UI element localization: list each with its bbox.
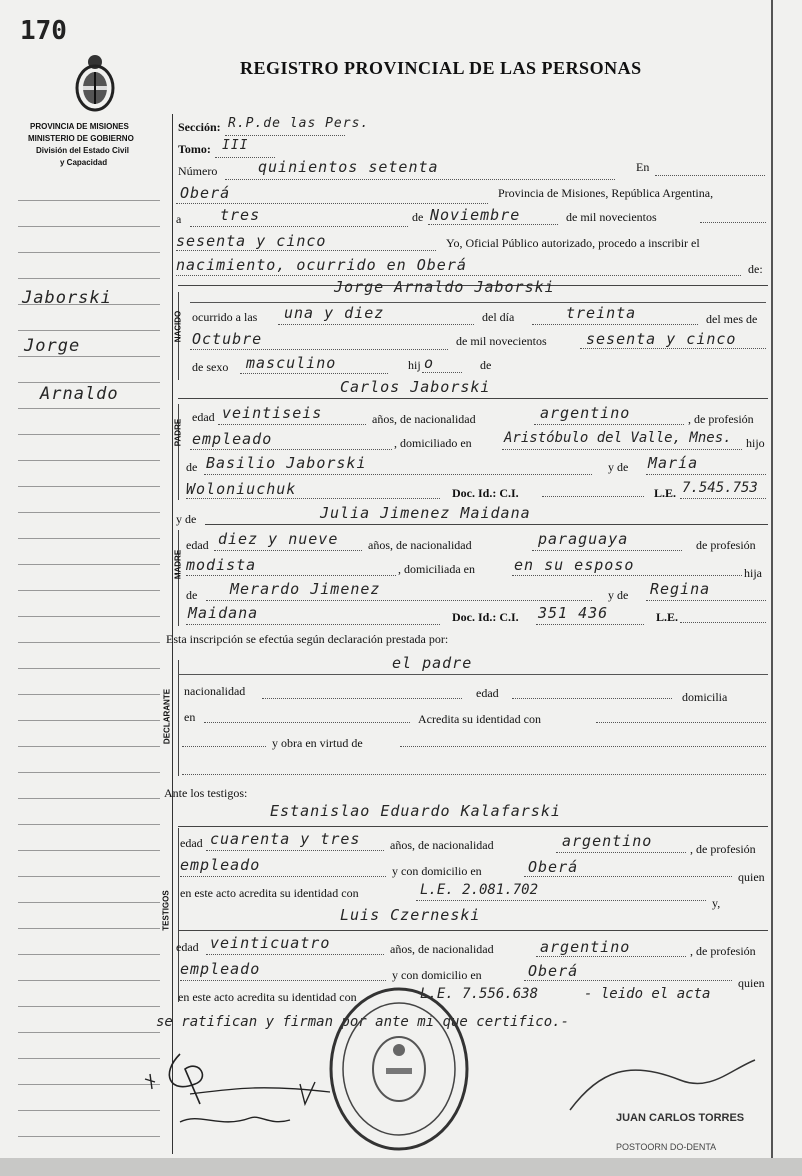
nacido-tab: NACIDO: [173, 310, 183, 343]
madre-prof-label: de profesión: [696, 538, 756, 552]
madre-name: Julia Jimenez Maidana: [320, 504, 531, 522]
year-prefix: de mil novecientos: [566, 210, 657, 224]
hij-value: o: [424, 354, 435, 372]
nacido-full-name: Jorge Arnaldo Jaborski: [334, 278, 555, 296]
w2-prof-value: empleado: [180, 960, 261, 978]
month-value: Noviembre: [430, 206, 521, 224]
hij-label: hij: [408, 358, 421, 372]
declarante-dom-label: domicilia: [682, 690, 728, 704]
madre-hija-label: hija: [744, 566, 762, 580]
page-number: 170: [20, 16, 67, 46]
signatures-drawing: [140, 1034, 340, 1144]
w1-edad-value: cuarenta y tres: [210, 830, 361, 848]
padre-nac-value: argentino: [540, 404, 631, 422]
nacido-month-value: Octubre: [192, 330, 263, 348]
ministry-label: MINISTERIO DE GOBIERNO: [28, 134, 134, 143]
page-bottom-edge: [0, 1158, 802, 1176]
tomo-value: III: [222, 138, 249, 153]
padre-mother-last: Woloniuchuk: [186, 480, 297, 498]
madre-mother-first: Regina: [650, 580, 711, 598]
padre-tab: PADRE: [173, 418, 183, 447]
place-value: Oberá: [180, 184, 231, 202]
w1-dom-label: y con domicilio en: [392, 864, 482, 878]
w2-acr-value: L.E. 7.556.638: [420, 986, 539, 1002]
padre-doc-label: Doc. Id.: C.I.: [452, 486, 519, 500]
witness2-name: Luis Czerneski: [340, 906, 481, 924]
madre-ci-value: 351 436: [538, 604, 609, 622]
tomo-label: Tomo:: [178, 142, 211, 156]
madre-mother-last: Maidana: [188, 604, 259, 622]
padre-le-label: L.E.: [654, 486, 677, 500]
madre-yde-label: y de: [176, 512, 197, 526]
w2-edad-label: edad: [176, 940, 199, 954]
seccion-value: R.P.de las Pers.: [228, 116, 370, 131]
padre-dom-value: Aristóbulo del Valle, Mnes.: [504, 430, 732, 446]
madre-de-label: de: [186, 588, 198, 602]
official-seal-icon: [326, 984, 472, 1154]
province-label: PROVINCIA DE MISIONES: [30, 122, 129, 131]
w1-prof-label: , de profesión: [690, 842, 756, 856]
padre-dom-label: , domiciliado en: [394, 436, 472, 450]
madre-dom-label: , domiciliada en: [398, 562, 475, 576]
page-title: REGISTRO PROVINCIAL DE LAS PERSONAS: [240, 58, 642, 78]
w1-edad-label: edad: [180, 836, 203, 850]
testigos-text: Ante los testigos:: [164, 786, 248, 800]
w2-dom-label: y con domicilio en: [392, 968, 482, 982]
w2-nac-value: argentino: [540, 938, 631, 956]
inscripcion-text: Esta inscripción se efectúa según declaración prestada por:: [166, 632, 449, 646]
padre-edad-value: veintiseis: [222, 404, 323, 422]
declarante-obra-label: y obra en virtud de: [272, 736, 363, 750]
w2-prof-label: , de profesión: [690, 944, 756, 958]
sexo-value: masculino: [246, 354, 337, 372]
nacido-year-label: de mil novecientos: [456, 334, 547, 348]
testigos-bracket: [178, 828, 179, 1002]
day-value: tres: [220, 206, 261, 224]
hour-value: una y diez: [284, 304, 385, 322]
declarante-value: el padre: [392, 654, 473, 672]
padre-yde-label: y de: [608, 460, 629, 474]
w1-quien-label: quien: [738, 870, 765, 884]
padre-father-value: Basilio Jaborski: [206, 454, 367, 472]
de-end: de:: [748, 262, 763, 276]
acto-value: nacimiento, ocurrido en Oberá: [176, 256, 467, 274]
madre-dom-value: en su esposo: [514, 556, 635, 574]
madre-nac-value: paraguaya: [538, 530, 629, 548]
w2-dom-value: Oberá: [528, 962, 579, 980]
closing-text: se ratifican y firman por ante mi que certifico.-: [156, 1014, 570, 1030]
padre-le-value: 7.545.753: [682, 480, 758, 496]
w2-nac-label: años, de nacionalidad: [390, 942, 494, 956]
del-dia-label: del día: [482, 310, 515, 324]
w1-acr-value: L.E. 2.081.702: [420, 882, 539, 898]
margin-second-name: Arnaldo: [40, 384, 119, 404]
madre-prof-value: modista: [186, 556, 257, 574]
margin-surname: Jaborski: [22, 288, 112, 308]
nacido-day-value: treinta: [566, 304, 637, 322]
declarante-en-label: en: [184, 710, 196, 724]
padre-name: Carlos Jaborski: [340, 378, 491, 396]
ocurrido-label: ocurrido a las: [192, 310, 258, 324]
division-label: División del Estado Civil: [36, 146, 129, 155]
w1-nac-value: argentino: [562, 832, 653, 850]
declarante-bracket: [178, 660, 179, 776]
w1-dom-value: Oberá: [528, 858, 579, 876]
declarante-acredita-label: Acredita su identidad con: [418, 712, 541, 726]
w1-acr-label: en este acto acredita su identidad con: [180, 886, 359, 900]
padre-mother-first: María: [648, 454, 699, 472]
w1-y-label: y,: [712, 896, 721, 910]
madre-yde2-label: y de: [608, 588, 629, 602]
madre-edad-value: diez y nueve: [218, 530, 339, 548]
padre-de-label: de: [186, 460, 198, 474]
padre-edad-label: edad: [192, 410, 215, 424]
official-stamp-name: JUAN CARLOS TORRES: [616, 1112, 745, 1124]
madre-le-label: L.E.: [656, 610, 679, 624]
de-label: de: [412, 210, 424, 224]
madre-edad-label: edad: [186, 538, 209, 552]
w2-tail: - leido el acta: [584, 986, 711, 1002]
a-label: a: [176, 212, 182, 226]
sexo-label: de sexo: [192, 360, 229, 374]
declarante-nac-label: nacionalidad: [184, 684, 246, 698]
madre-tab: MADRE: [173, 549, 183, 580]
declarante-tab: DECLARANTE: [162, 688, 172, 745]
nacido-year-value: sesenta y cinco: [586, 330, 737, 348]
madre-nac-label: años, de nacionalidad: [368, 538, 472, 552]
w2-edad-value: veinticuatro: [210, 934, 331, 952]
madre-doc-label: Doc. Id.: C.I.: [452, 610, 519, 624]
coat-of-arms-icon: [72, 52, 118, 114]
padre-prof-value: empleado: [192, 430, 273, 448]
declarante-edad-label: edad: [476, 686, 499, 700]
division-label-2: y Capacidad: [60, 158, 108, 167]
del-mes-label: del mes de: [706, 312, 758, 326]
padre-hijo-label: hijo: [746, 436, 765, 450]
nacido-de-label: de: [480, 358, 492, 372]
provincia-text: Provincia de Misiones, República Argentina,: [498, 186, 714, 200]
numero-label: Número: [178, 164, 218, 178]
official-signature-drawing: [560, 1050, 760, 1120]
padre-nac-label: años, de nacionalidad: [372, 412, 476, 426]
testigos-tab: TESTIGOS: [161, 890, 171, 931]
numero-value: quinientos setenta: [258, 158, 439, 176]
yo-text: Yo, Oficial Público autorizado, procedo a inscribir el: [446, 236, 700, 250]
padre-prof-label: , de profesión: [688, 412, 754, 426]
w1-prof-value: empleado: [180, 856, 261, 874]
w2-acr-label: en este acto acredita su identidad con: [178, 990, 357, 1004]
form-border-right: [771, 0, 773, 1176]
official-stamp-sub: POSTOORN DO-DENTA: [616, 1142, 717, 1152]
seccion-label: Sección:: [178, 120, 221, 134]
madre-father-value: Merardo Jimenez: [230, 580, 381, 598]
margin-first-name: Jorge: [24, 336, 81, 356]
witness1-name: Estanislao Eduardo Kalafarski: [270, 802, 561, 820]
w2-quien-label: quien: [738, 976, 765, 990]
year-value: sesenta y cinco: [176, 232, 327, 250]
w1-nac-label: años, de nacionalidad: [390, 838, 494, 852]
en-label: En: [636, 160, 650, 174]
